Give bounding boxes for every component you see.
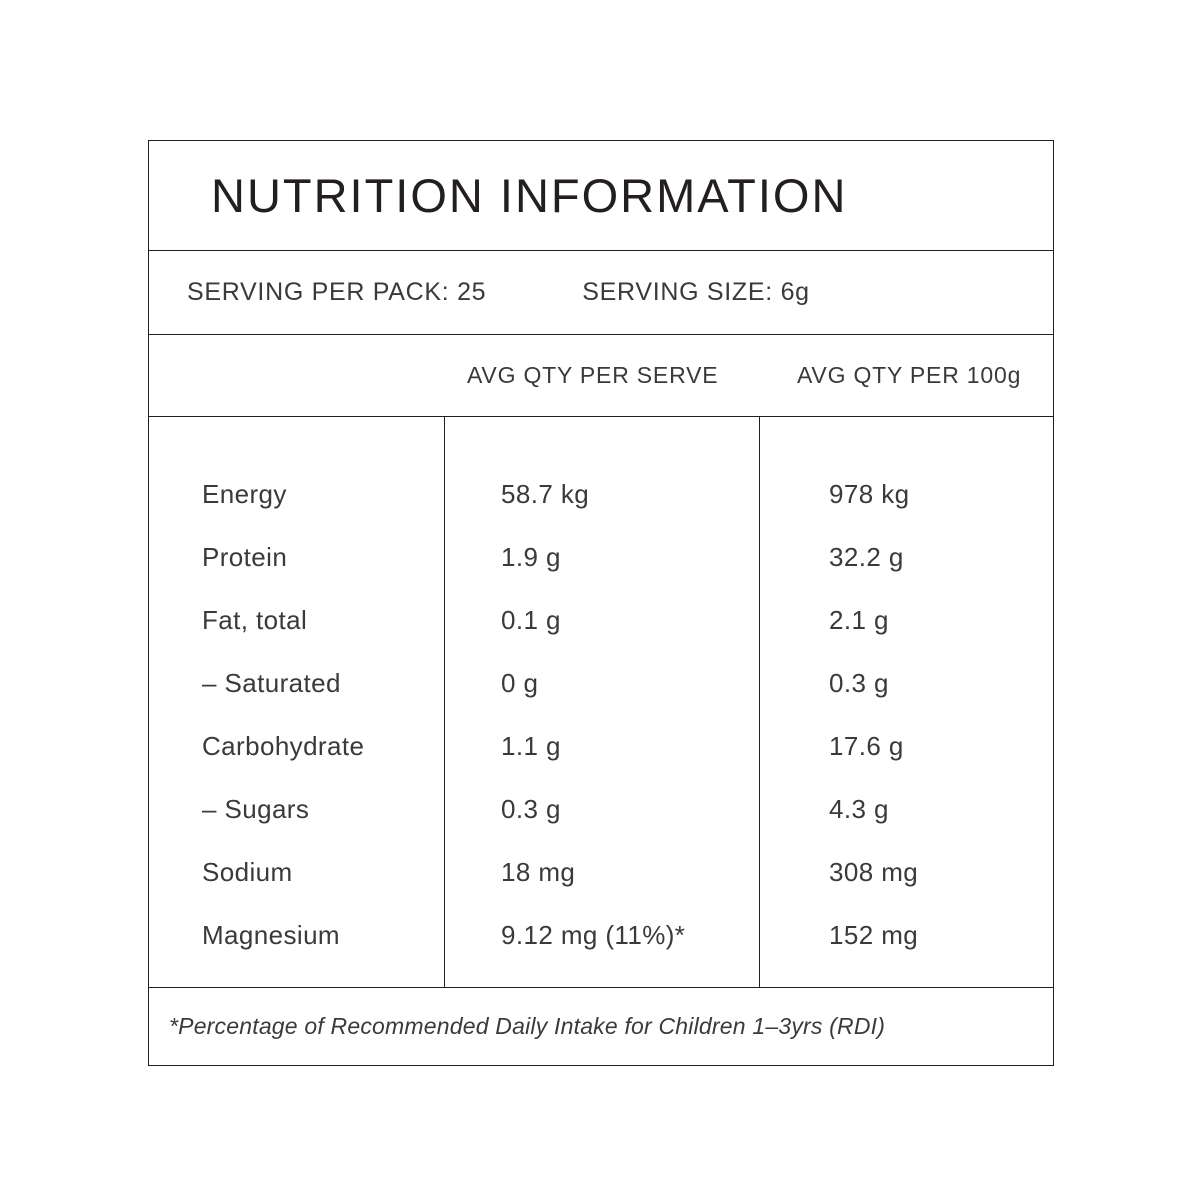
table-cell: 1.1 g xyxy=(501,731,561,761)
table-cell: 0.3 g xyxy=(829,668,889,698)
table-row: Energy xyxy=(202,479,287,509)
table-cell: 0.3 g xyxy=(501,794,561,824)
table-cell: 9.12 mg (11%)* xyxy=(501,920,686,950)
column-divider-1 xyxy=(444,417,445,987)
serving-size: SERVING SIZE: 6g xyxy=(582,278,810,306)
panel-title-row xyxy=(149,141,1053,251)
table-cell: 0.1 g xyxy=(501,605,561,635)
table-row: – Sugars xyxy=(202,794,310,824)
table-cell: 17.6 g xyxy=(829,731,904,761)
table-cell: 308 mg xyxy=(829,857,919,887)
table-row: Fat, total xyxy=(202,605,308,635)
rdi-footnote: *Percentage of Recommended Daily Intake for Children 1–3yrs (RDI) xyxy=(169,1012,886,1039)
column-header-row xyxy=(149,335,1053,417)
table-row: – Saturated xyxy=(202,668,341,698)
table-cell: 1.9 g xyxy=(501,542,561,572)
nutrition-table-body xyxy=(149,417,1053,988)
table-cell: 32.2 g xyxy=(829,542,904,572)
column-divider-2 xyxy=(759,417,760,987)
table-row: Carbohydrate xyxy=(202,731,365,761)
column-header-per-serve: AVG QTY PER SERVE xyxy=(467,362,719,388)
table-row: Sodium xyxy=(202,857,293,887)
table-cell: 58.7 kg xyxy=(501,479,590,509)
serving-per-pack: SERVING PER PACK: 25 xyxy=(187,278,487,306)
serving-summary-row xyxy=(149,251,1053,335)
table-cell: 0 g xyxy=(501,668,539,698)
per-100g-column xyxy=(759,417,1050,987)
table-cell: 978 kg xyxy=(829,479,910,509)
table-cell: 2.1 g xyxy=(829,605,889,635)
nutrient-name-column xyxy=(149,417,444,987)
footnote-row xyxy=(149,988,1053,1064)
nutrition-information-panel xyxy=(148,140,1054,1066)
table-row: Magnesium xyxy=(202,920,340,950)
table-row: Protein xyxy=(202,542,288,572)
table-cell: 4.3 g xyxy=(829,794,889,824)
page-title: NUTRITION INFORMATION xyxy=(211,169,848,222)
column-header-per-100g: AVG QTY PER 100g xyxy=(797,362,1022,388)
table-cell: 18 mg xyxy=(501,857,576,887)
table-cell: 152 mg xyxy=(829,920,919,950)
per-serve-column xyxy=(444,417,759,987)
